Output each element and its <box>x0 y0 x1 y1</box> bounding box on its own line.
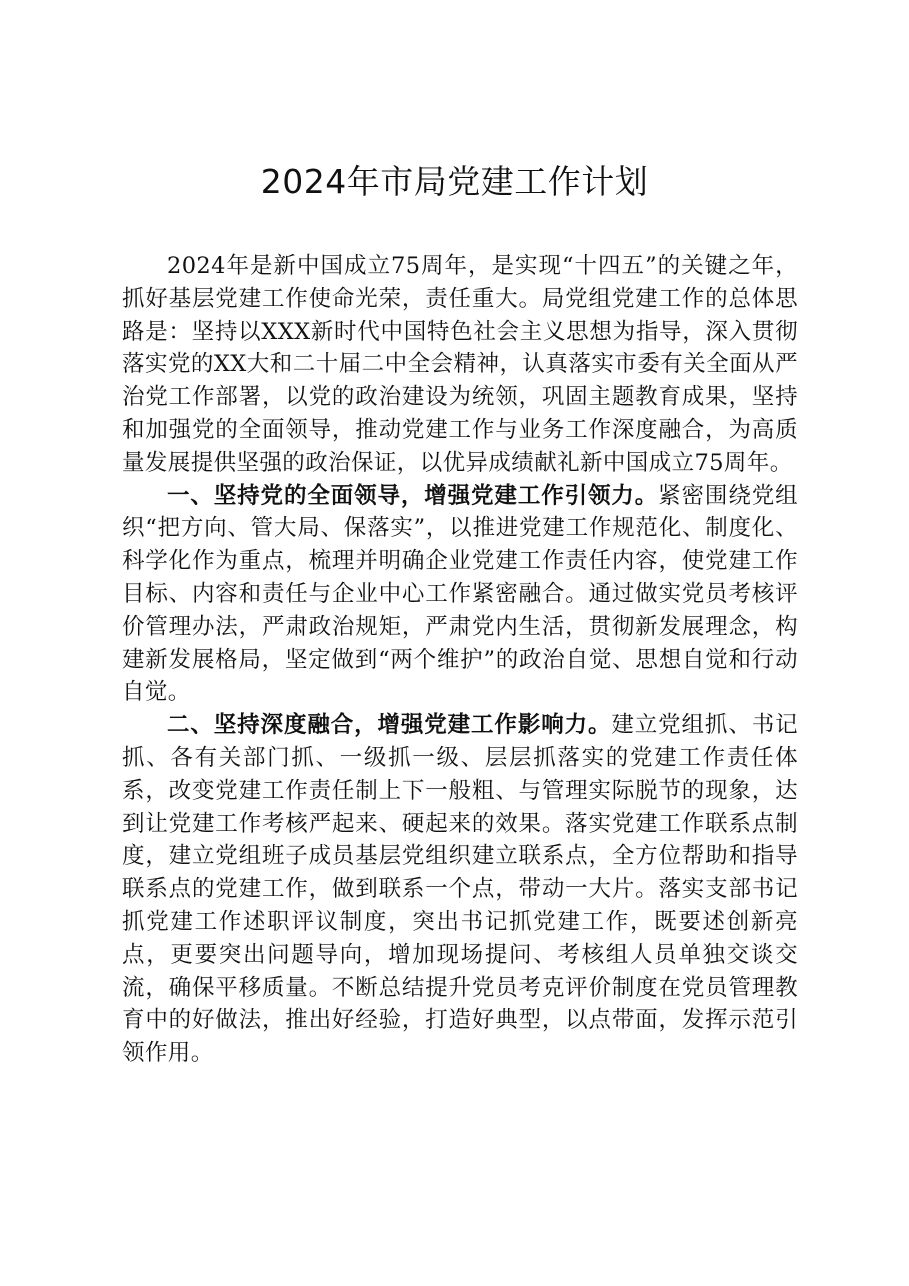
intro-paragraph <box>122 250 798 480</box>
section-one-text: 紧密围绕党组织“把方向、管大局、保落实”，以推进党建工作规范化、制度化、科学化作为重点，梳理并明确企业党建工作责任内容，使党建工作目标、内容和责任与企业中心工作紧密融合。通过做实党员考核评价管理办法，严肃政治规矩，严肃党内生活，贯彻新发展理念，构建新发展格局，坚定做到“两个维护”的政治自觉、思想自觉和行动自觉。 <box>122 482 798 706</box>
document-title: 2024年市局党建工作计划 <box>260 162 649 201</box>
paragraph-text: 2024年是新中国成立75周年，是实现“十四五”的关键之年，抓好基层党建工作使命光荣，责任重大。局党组党建工作的总体思路是：坚持以XXX新时代中国特色社会主义思想为指导，深入贯彻落实党的XX大和二十届二中全会精神，认真落实市委有关全面从严治党工作部署，以党的政治建设为统领，巩固主题教育成果，坚持和加强党的全面领导，推动党建工作与业务工作深度融合，为高质量发展提供坚强的政治保证，以优异成绩献礼新中国成立75周年。 <box>122 253 798 476</box>
section-one-heading: 一、坚持党的全面领导，增强党建工作引领力。 <box>167 482 659 509</box>
section-two-heading: 二、坚持深度融合，增强党建工作影响力。 <box>167 712 612 739</box>
section-two-text: 建立党组抓、书记抓、各有关部门抓、一级抓一级、层层抓落实的党建工作责任体系，改变党建工作责任制上下一般粗、与管理实际脱节的现象，达到让党建工作考核严起来、硬起来的效果。落实党建工作联系点制度，建立党组班子成员基层党组织建立联系点，全方位帮助和指导联系点的党建工作，做到联系一个点，带动一大片。落实支部书记抓党建工作述职评议制度，突出书记抓党建工作，既要述创新亮点，更要突出问题导向，增加现场提问、考核组人员单独交谈交流，确保平移质量。不断总结提升党员考克评价制度在党员管理教育中的好做法，推出好经验，打造好典型，以点带面，发挥示范引领作用。 <box>122 712 798 1067</box>
section-one-paragraph <box>122 480 798 710</box>
section-two-paragraph <box>122 709 798 1070</box>
document-body <box>122 250 798 1070</box>
